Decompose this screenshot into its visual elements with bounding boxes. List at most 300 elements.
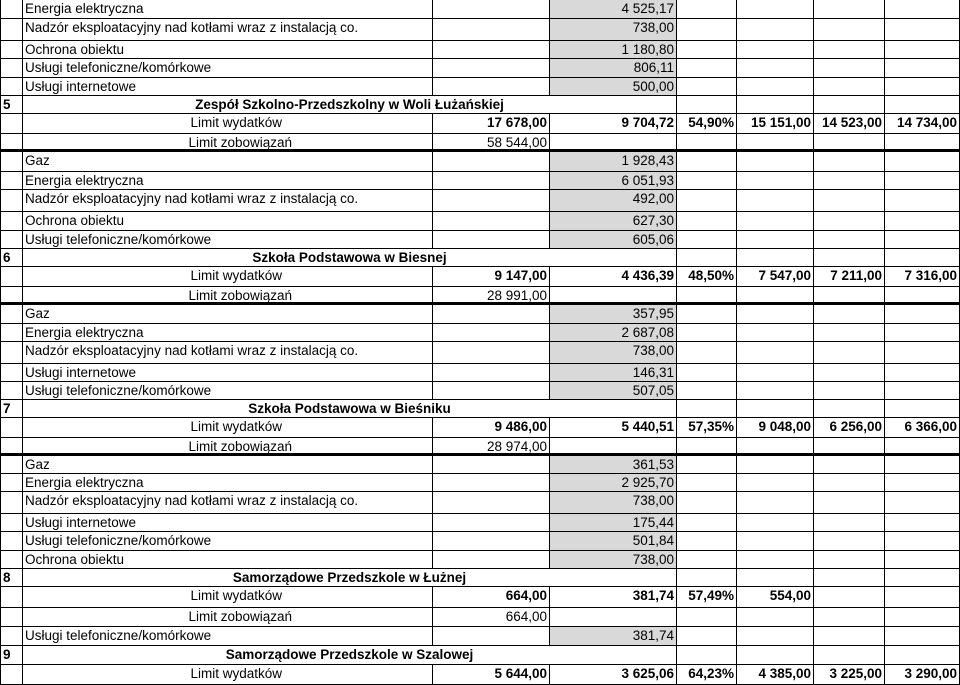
blank-cell xyxy=(884,474,960,491)
item-label: Usługi internetowe xyxy=(22,514,432,531)
blank-cell xyxy=(736,190,813,211)
blank-cell xyxy=(884,152,960,171)
blank-cell xyxy=(813,152,884,171)
blank-cell xyxy=(884,608,960,626)
blank-cell xyxy=(736,400,813,417)
num-cell xyxy=(0,382,22,399)
blank-cell xyxy=(884,172,960,189)
blank-cell xyxy=(432,41,549,58)
blank-cell xyxy=(736,492,813,513)
blank-cell xyxy=(676,514,736,531)
item-label: Energia elektryczna xyxy=(22,172,432,189)
item-amount: 1 180,80 xyxy=(549,41,676,58)
blank-cell xyxy=(549,608,676,626)
section-title: Samorządowe Przedszkole w Szalowej xyxy=(22,646,676,664)
section-title: Szkoła Podstawowa w Biesnej xyxy=(22,249,676,266)
blank-cell xyxy=(884,646,960,664)
blank-cell xyxy=(676,152,736,171)
limit-year-1: 9 048,00 xyxy=(736,418,813,437)
blank-cell xyxy=(884,96,960,113)
section-row xyxy=(0,646,960,665)
blank-cell xyxy=(813,551,884,568)
limit-label: Limit wydatków xyxy=(22,114,432,133)
item-row xyxy=(0,41,960,59)
num-cell xyxy=(0,608,22,626)
blank-cell xyxy=(676,59,736,77)
blank-cell xyxy=(676,382,736,399)
limit-year-1: 4 385,00 xyxy=(736,665,813,684)
blank-cell xyxy=(736,0,813,18)
limit-label: Limit wydatków xyxy=(22,418,432,437)
blank-cell xyxy=(432,342,549,363)
item-amount: 146,31 xyxy=(549,364,676,381)
num-cell xyxy=(0,172,22,189)
num-cell xyxy=(0,212,22,230)
blank-cell xyxy=(432,152,549,171)
blank-cell xyxy=(813,249,884,266)
item-label: Usługi telefoniczne/komórkowe xyxy=(22,532,432,550)
item-label: Gaz xyxy=(22,305,432,323)
num-cell xyxy=(0,190,22,211)
blank-cell xyxy=(736,608,813,626)
item-row xyxy=(0,59,960,78)
limit-percent: 48,50% xyxy=(676,267,736,286)
blank-cell xyxy=(884,551,960,568)
blank-cell xyxy=(884,231,960,248)
blank-cell xyxy=(813,190,884,211)
blank-cell xyxy=(884,569,960,586)
limit-year-2 xyxy=(813,587,884,607)
blank-cell xyxy=(813,608,884,626)
num-cell xyxy=(0,532,22,550)
limit-row xyxy=(0,114,960,134)
blank-cell xyxy=(884,41,960,58)
blank-cell xyxy=(676,41,736,58)
item-label: Ochrona obiektu xyxy=(22,212,432,230)
blank-cell xyxy=(432,474,549,491)
section-number: 9 xyxy=(0,646,22,664)
blank-cell xyxy=(884,190,960,211)
blank-cell xyxy=(813,287,884,302)
blank-cell xyxy=(736,474,813,491)
commitment-amount: 664,00 xyxy=(432,608,549,626)
blank-cell xyxy=(884,382,960,399)
commitment-label: Limit zobowiązań xyxy=(22,287,432,302)
num-cell xyxy=(0,19,22,40)
blank-cell xyxy=(676,569,736,586)
blank-cell xyxy=(432,532,549,550)
limit-year-3: 3 290,00 xyxy=(884,665,960,684)
blank-cell xyxy=(813,41,884,58)
blank-cell xyxy=(884,19,960,40)
limit-percent: 57,49% xyxy=(676,587,736,607)
blank-cell xyxy=(884,456,960,473)
item-amount: 2 925,70 xyxy=(549,474,676,491)
blank-cell xyxy=(884,0,960,18)
item-amount: 738,00 xyxy=(549,492,676,513)
blank-cell xyxy=(676,96,736,113)
section-row xyxy=(0,569,960,587)
blank-cell xyxy=(432,305,549,323)
blank-cell xyxy=(884,627,960,645)
item-label: Nadzór eksploatacyjny nad kotłami wraz z instalacją co. xyxy=(22,19,432,40)
blank-cell xyxy=(676,456,736,473)
num-cell xyxy=(0,587,22,607)
num-cell xyxy=(0,287,22,302)
blank-cell xyxy=(736,305,813,323)
blank-cell xyxy=(813,514,884,531)
commitment-label: Limit zobowiązań xyxy=(22,134,432,149)
item-row xyxy=(0,231,960,249)
num-cell xyxy=(0,267,22,286)
limit-year-2: 3 225,00 xyxy=(813,665,884,684)
blank-cell xyxy=(736,41,813,58)
limit-year-3: 7 316,00 xyxy=(884,267,960,286)
blank-cell xyxy=(736,134,813,149)
limit-label: Limit wydatków xyxy=(22,665,432,684)
commitment-label: Limit zobowiązań xyxy=(22,608,432,626)
num-cell xyxy=(0,305,22,323)
blank-cell xyxy=(813,646,884,664)
blank-cell xyxy=(676,249,736,266)
blank-cell xyxy=(432,172,549,189)
blank-cell xyxy=(813,569,884,586)
blank-cell xyxy=(736,342,813,363)
limit-percent: 57,35% xyxy=(676,418,736,437)
blank-cell xyxy=(432,627,549,645)
limit-year-3 xyxy=(884,587,960,607)
item-label: Gaz xyxy=(22,152,432,171)
item-row xyxy=(0,172,960,190)
blank-cell xyxy=(813,400,884,417)
item-row xyxy=(0,0,960,19)
blank-cell xyxy=(432,492,549,513)
blank-cell xyxy=(813,212,884,230)
blank-cell xyxy=(813,532,884,550)
limit-row xyxy=(0,267,960,287)
blank-cell xyxy=(736,551,813,568)
blank-cell xyxy=(813,324,884,341)
limit-row xyxy=(0,665,960,685)
blank-cell xyxy=(432,78,549,95)
blank-cell xyxy=(432,514,549,531)
blank-cell xyxy=(676,400,736,417)
blank-cell xyxy=(884,78,960,95)
blank-cell xyxy=(676,19,736,40)
blank-cell xyxy=(884,212,960,230)
blank-cell xyxy=(676,532,736,550)
item-amount: 501,84 xyxy=(549,532,676,550)
blank-cell xyxy=(813,96,884,113)
limit-year-2: 7 211,00 xyxy=(813,267,884,286)
item-row xyxy=(0,324,960,342)
blank-cell xyxy=(736,249,813,266)
blank-cell xyxy=(432,364,549,381)
blank-cell xyxy=(676,342,736,363)
item-label: Energia elektryczna xyxy=(22,324,432,341)
limit-planned: 5 644,00 xyxy=(432,665,549,684)
blank-cell xyxy=(736,514,813,531)
num-cell xyxy=(0,59,22,77)
item-row xyxy=(0,474,960,492)
item-row xyxy=(0,190,960,212)
section-number: 6 xyxy=(0,249,22,266)
limit-percent: 54,90% xyxy=(676,114,736,133)
blank-cell xyxy=(549,134,676,149)
blank-cell xyxy=(884,287,960,302)
blank-cell xyxy=(676,172,736,189)
num-cell xyxy=(0,324,22,341)
blank-cell xyxy=(432,231,549,248)
num-cell xyxy=(0,474,22,491)
blank-cell xyxy=(432,0,549,18)
blank-cell xyxy=(736,569,813,586)
blank-cell xyxy=(736,324,813,341)
item-row xyxy=(0,342,960,364)
item-amount: 1 928,43 xyxy=(549,152,676,171)
section-title: Zespół Szkolno-Przedszkolny w Woli Łużańskiej xyxy=(22,96,676,113)
item-label: Ochrona obiektu xyxy=(22,551,432,568)
blank-cell xyxy=(813,364,884,381)
blank-cell xyxy=(736,212,813,230)
num-cell xyxy=(0,41,22,58)
num-cell xyxy=(0,551,22,568)
item-label: Usługi telefoniczne/komórkowe xyxy=(22,382,432,399)
blank-cell xyxy=(884,364,960,381)
blank-cell xyxy=(676,324,736,341)
num-cell xyxy=(0,231,22,248)
limit-executed: 5 440,51 xyxy=(549,418,676,437)
limit-year-1: 7 547,00 xyxy=(736,267,813,286)
blank-cell xyxy=(884,438,960,453)
zobow-row xyxy=(0,134,960,152)
item-row xyxy=(0,382,960,400)
item-label: Usługi telefoniczne/komórkowe xyxy=(22,627,432,645)
item-label: Nadzór eksploatacyjny nad kotłami wraz z instalacją co. xyxy=(22,492,432,513)
section-title: Szkoła Podstawowa w Bieśniku xyxy=(22,400,676,417)
item-label: Nadzór eksploatacyjny nad kotłami wraz z instalacją co. xyxy=(22,342,432,363)
limit-planned: 17 678,00 xyxy=(432,114,549,133)
num-cell xyxy=(0,438,22,453)
limit-planned: 9 486,00 xyxy=(432,418,549,437)
num-cell xyxy=(0,152,22,171)
blank-cell xyxy=(736,438,813,453)
num-cell xyxy=(0,665,22,684)
item-label: Usługi internetowe xyxy=(22,78,432,95)
blank-cell xyxy=(432,324,549,341)
item-amount: 507,05 xyxy=(549,382,676,399)
commitment-label: Limit zobowiązań xyxy=(22,438,432,453)
blank-cell xyxy=(884,342,960,363)
blank-cell xyxy=(736,364,813,381)
blank-cell xyxy=(736,172,813,189)
blank-cell xyxy=(736,19,813,40)
blank-cell xyxy=(813,456,884,473)
item-amount: 500,00 xyxy=(549,78,676,95)
section-number: 7 xyxy=(0,400,22,417)
blank-cell xyxy=(432,19,549,40)
section-row xyxy=(0,400,960,418)
limit-year-1: 554,00 xyxy=(736,587,813,607)
item-amount: 605,06 xyxy=(549,231,676,248)
blank-cell xyxy=(676,551,736,568)
limit-executed: 381,74 xyxy=(549,587,676,607)
item-amount: 357,95 xyxy=(549,305,676,323)
blank-cell xyxy=(549,287,676,302)
blank-cell xyxy=(884,514,960,531)
item-amount: 627,30 xyxy=(549,212,676,230)
item-row xyxy=(0,456,960,474)
limit-year-2: 14 523,00 xyxy=(813,114,884,133)
item-amount: 175,44 xyxy=(549,514,676,531)
blank-cell xyxy=(813,231,884,248)
blank-cell xyxy=(676,627,736,645)
item-row xyxy=(0,152,960,172)
item-amount: 492,00 xyxy=(549,190,676,211)
blank-cell xyxy=(884,532,960,550)
item-row xyxy=(0,305,960,324)
limit-row xyxy=(0,587,960,608)
blank-cell xyxy=(736,532,813,550)
blank-cell xyxy=(813,627,884,645)
item-row xyxy=(0,364,960,382)
blank-cell xyxy=(736,231,813,248)
blank-cell xyxy=(676,231,736,248)
blank-cell xyxy=(813,59,884,77)
item-row xyxy=(0,492,960,514)
item-label: Usługi internetowe xyxy=(22,364,432,381)
blank-cell xyxy=(432,551,549,568)
num-cell xyxy=(0,0,22,18)
blank-cell xyxy=(676,305,736,323)
blank-cell xyxy=(736,287,813,302)
num-cell xyxy=(0,134,22,149)
blank-cell xyxy=(884,305,960,323)
item-label: Usługi telefoniczne/komórkowe xyxy=(22,231,432,248)
zobow-row xyxy=(0,438,960,456)
blank-cell xyxy=(813,342,884,363)
blank-cell xyxy=(813,0,884,18)
limit-executed: 3 625,06 xyxy=(549,665,676,684)
item-amount: 738,00 xyxy=(549,342,676,363)
blank-cell xyxy=(813,382,884,399)
limit-percent: 64,23% xyxy=(676,665,736,684)
limit-executed: 9 704,72 xyxy=(549,114,676,133)
blank-cell xyxy=(676,212,736,230)
blank-cell xyxy=(736,59,813,77)
blank-cell xyxy=(432,59,549,77)
blank-cell xyxy=(676,0,736,18)
item-amount: 4 525,17 xyxy=(549,0,676,18)
item-label: Gaz xyxy=(22,456,432,473)
limit-year-3: 6 366,00 xyxy=(884,418,960,437)
section-number: 5 xyxy=(0,96,22,113)
section-title: Samorządowe Przedszkole w Łużnej xyxy=(22,569,676,586)
blank-cell xyxy=(736,456,813,473)
limit-executed: 4 436,39 xyxy=(549,267,676,286)
blank-cell xyxy=(432,212,549,230)
item-label: Ochrona obiektu xyxy=(22,41,432,58)
zobow-row xyxy=(0,287,960,305)
num-cell xyxy=(0,456,22,473)
blank-cell xyxy=(676,646,736,664)
blank-cell xyxy=(676,492,736,513)
item-amount: 361,53 xyxy=(549,456,676,473)
blank-cell xyxy=(676,134,736,149)
blank-cell xyxy=(736,152,813,171)
blank-cell xyxy=(884,134,960,149)
blank-cell xyxy=(736,96,813,113)
num-cell xyxy=(0,342,22,363)
item-label: Energia elektryczna xyxy=(22,0,432,18)
limit-planned: 664,00 xyxy=(432,587,549,607)
blank-cell xyxy=(736,78,813,95)
blank-cell xyxy=(549,438,676,453)
item-amount: 381,74 xyxy=(549,627,676,645)
limit-year-3: 14 734,00 xyxy=(884,114,960,133)
limit-year-2: 6 256,00 xyxy=(813,418,884,437)
blank-cell xyxy=(813,78,884,95)
limit-label: Limit wydatków xyxy=(22,267,432,286)
item-row xyxy=(0,514,960,532)
blank-cell xyxy=(884,400,960,417)
num-cell xyxy=(0,627,22,645)
blank-cell xyxy=(813,438,884,453)
blank-cell xyxy=(432,456,549,473)
section-number: 8 xyxy=(0,569,22,586)
blank-cell xyxy=(736,646,813,664)
blank-cell xyxy=(884,249,960,266)
commitment-amount: 28 974,00 xyxy=(432,438,549,453)
blank-cell xyxy=(813,134,884,149)
blank-cell xyxy=(813,305,884,323)
num-cell xyxy=(0,492,22,513)
blank-cell xyxy=(736,627,813,645)
item-row xyxy=(0,78,960,96)
commitment-amount: 28 991,00 xyxy=(432,287,549,302)
blank-cell xyxy=(676,287,736,302)
item-amount: 738,00 xyxy=(549,551,676,568)
section-row xyxy=(0,249,960,267)
blank-cell xyxy=(884,492,960,513)
num-cell xyxy=(0,418,22,437)
blank-cell xyxy=(676,78,736,95)
item-label: Nadzór eksploatacyjny nad kotłami wraz z instalacją co. xyxy=(22,190,432,211)
blank-cell xyxy=(676,190,736,211)
blank-cell xyxy=(432,190,549,211)
blank-cell xyxy=(813,19,884,40)
num-cell xyxy=(0,364,22,381)
blank-cell xyxy=(676,438,736,453)
item-amount: 2 687,08 xyxy=(549,324,676,341)
item-amount: 806,11 xyxy=(549,59,676,77)
blank-cell xyxy=(676,364,736,381)
blank-cell xyxy=(676,608,736,626)
num-cell xyxy=(0,114,22,133)
item-label: Usługi telefoniczne/komórkowe xyxy=(22,59,432,77)
item-row xyxy=(0,627,960,646)
blank-cell xyxy=(813,474,884,491)
blank-cell xyxy=(432,382,549,399)
blank-cell xyxy=(676,474,736,491)
zobow-row xyxy=(0,608,960,627)
blank-cell xyxy=(736,382,813,399)
num-cell xyxy=(0,514,22,531)
item-row xyxy=(0,19,960,41)
limit-row xyxy=(0,418,960,438)
item-row xyxy=(0,551,960,569)
item-row xyxy=(0,532,960,551)
